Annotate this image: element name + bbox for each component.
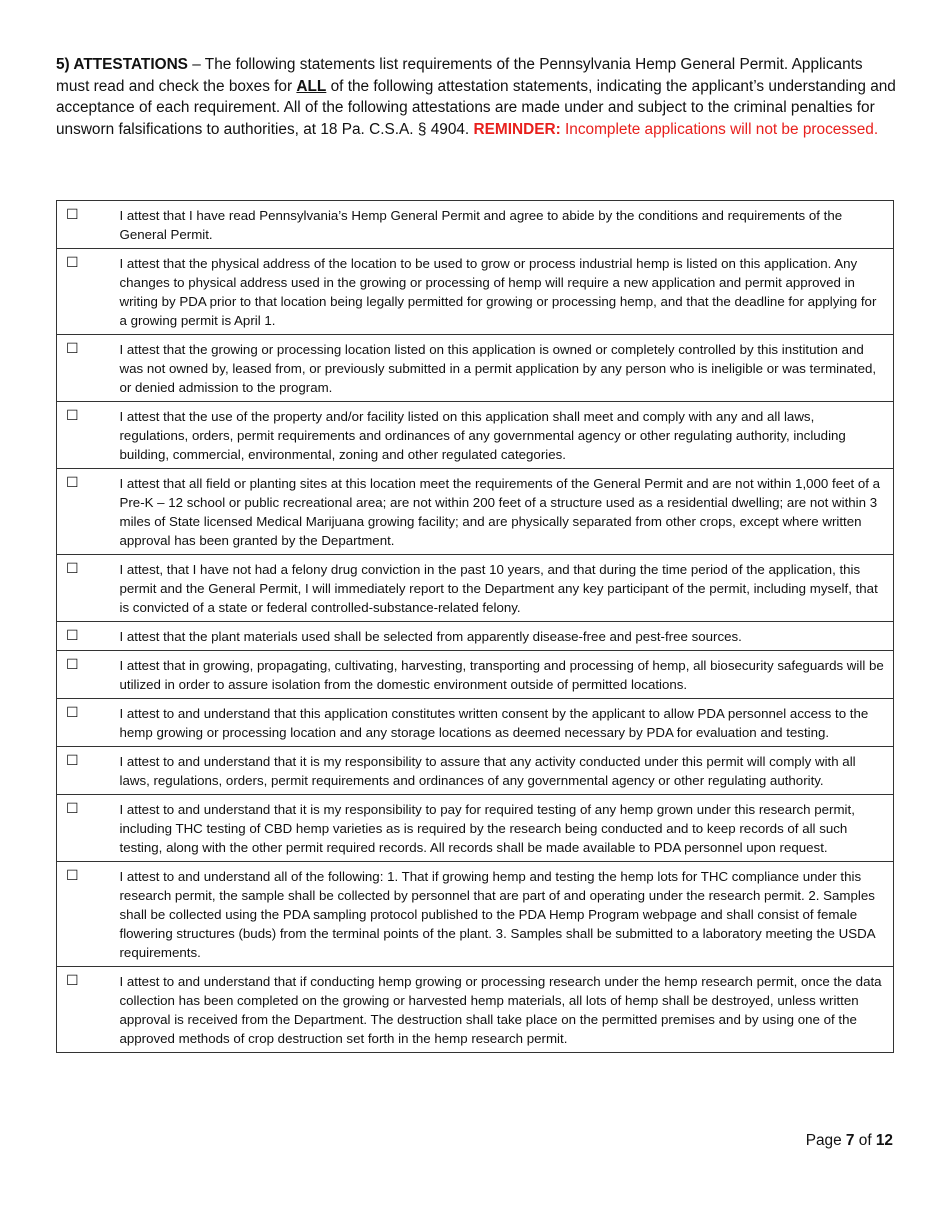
checkbox-cell — [57, 335, 119, 402]
attestation-row — [57, 335, 894, 402]
intro-text-1: – The following statements list requirements of the Pennsylvania Hemp General Permit. Applicants must read and check the boxes for — [56, 56, 863, 95]
attestation-row — [57, 469, 894, 555]
intro-text-2: of the following attestation statements, indicating the applicant’s understanding and acceptance of each requirement. All of the following attestations are made under and subject to the criminal penalties for unsworn falsifications to authorities, at 18 Pa. C.S.A. § 4904. — [56, 77, 896, 138]
attestation-table — [56, 200, 894, 1053]
attestation-text: I attest to and understand that if conducting hemp growing or processing research under the hemp research permit, once the data collection has been completed on the growing or harvested hemp materials, all lots of hemp shall be destroyed, unless written approval is received from the Department. The destruction shall take place on the permitted premises and by using one of the approved methods of crop destruction set forth in the hemp research permit. — [119, 967, 894, 1053]
checkbox-cell — [57, 862, 119, 967]
attestation-row — [57, 795, 894, 862]
attestation-row — [57, 699, 894, 747]
checkbox-cell — [57, 402, 119, 469]
checkbox-cell — [57, 747, 119, 795]
attestation-text: I attest to and understand all of the following: 1. That if growing hemp and testing the hemp lots for THC compliance under this research permit, the sample shall be collected by personnel that are part of and operating under the research permit. 2. Samples shall be collected using the PDA sampling protocol published to the PDA Hemp Program webpage and shall consist of female flowering structures (buds) from the terminal points of the plant. 3. Samples shall be submitted to a laboratory meeting the USDA requirements. — [119, 862, 894, 967]
attestation-row — [57, 967, 894, 1053]
checkbox-cell — [57, 249, 119, 335]
attestation-checkbox[interactable]: ☐ — [66, 801, 79, 817]
checkbox-cell — [57, 622, 119, 651]
current-page: 7 — [845, 1132, 855, 1149]
checkbox-cell — [57, 699, 119, 747]
attestation-text: I attest to and understand that it is my responsibility to assure that any activity conducted under this permit will comply with all laws, regulations, orders, permit requirements and ordinances of any governmental agency or other regulating authority. — [119, 747, 894, 795]
attestation-text: I attest that I have read Pennsylvania’s Hemp General Permit and agree to abide by the conditions and requirements of the General Permit. — [119, 201, 894, 249]
checkbox-cell — [57, 651, 119, 699]
attestation-text: I attest that all field or planting sites at this location meet the requirements of the General Permit and are not within 1,000 feet of a Pre-K – 12 school or public recreational area; are not within 200 feet of a structure used as a residential dwelling; are not within 3 miles of State licensed Medical Marijuana growing facility; and are physically separated from other crops, except where written approval has been granted by the Department. — [119, 469, 894, 555]
attestation-row — [57, 862, 894, 967]
attestation-text: I attest to and understand that it is my responsibility to pay for required testing of any hemp grown under this research permit, including THC testing of CBD hemp varieties as is required by the research being conducted and to keep records of all such testing, along with the other permit required records. All records shall be made available to PDA personnel upon request. — [119, 795, 894, 862]
attestation-checkbox[interactable]: ☐ — [66, 475, 79, 491]
attestation-checkbox[interactable]: ☐ — [66, 255, 79, 271]
attestation-row — [57, 402, 894, 469]
of-label: of — [854, 1132, 876, 1149]
page-number — [806, 1132, 893, 1150]
attestation-row — [57, 201, 894, 249]
attestation-checkbox[interactable]: ☐ — [66, 705, 79, 721]
attestation-checkbox[interactable]: ☐ — [66, 341, 79, 357]
attestation-checkbox[interactable]: ☐ — [66, 207, 79, 223]
checkbox-cell — [57, 469, 119, 555]
reminder-label: REMINDER: — [473, 120, 561, 138]
attestation-row — [57, 651, 894, 699]
reminder-text: Incomplete applications will not be processed. — [560, 120, 879, 138]
attestation-row — [57, 555, 894, 622]
section-heading: 5) ATTESTATIONS — [56, 56, 188, 73]
checkbox-cell — [57, 967, 119, 1053]
attestation-checkbox[interactable]: ☐ — [66, 628, 79, 644]
attestation-checkbox[interactable]: ☐ — [66, 868, 79, 884]
checkbox-cell — [57, 201, 119, 249]
checkbox-cell — [57, 795, 119, 862]
attestation-row — [57, 747, 894, 795]
attestation-text: I attest that the plant materials used shall be selected from apparently disease-free and pest-free sources. — [119, 622, 894, 651]
attestation-text: I attest, that I have not had a felony drug conviction in the past 10 years, and that during the time period of the application, this permit and the General Permit, I will immediately report to the Department any key participant of the permit, including myself, that is convicted of a state or federal controlled-substance-related felony. — [119, 555, 894, 622]
attestations-intro — [56, 54, 896, 140]
all-emphasis: ALL — [296, 77, 327, 95]
attestation-checkbox[interactable]: ☐ — [66, 408, 79, 424]
reminder — [474, 121, 879, 138]
attestation-checkbox[interactable]: ☐ — [66, 561, 79, 577]
attestation-text: I attest that the growing or processing location listed on this application is owned or completely controlled by this institution and was not owned by, leased from, or previously submitted in a permit application by any person who is ineligible or was terminated, or denied admission to the program. — [119, 335, 894, 402]
attestation-row — [57, 622, 894, 651]
attestation-text: I attest that the physical address of the location to be used to grow or process industrial hemp is listed on this application. Any changes to physical address used in the growing or processing of hemp will require a new application and permit approved in writing by PDA prior to that location being legally permitted for growing or processing hemp, and that the deadline for applying for a growing permit is April 1. — [119, 249, 894, 335]
attestation-checkbox[interactable]: ☐ — [66, 657, 79, 673]
attestation-text: I attest that in growing, propagating, cultivating, harvesting, transporting and processing of hemp, all biosecurity safeguards will be utilized in order to assure isolation from the domestic environment outside of permitted locations. — [119, 651, 894, 699]
attestation-text: I attest that the use of the property and/or facility listed on this application shall meet and comply with any and all laws, regulations, orders, permit requirements and ordinances of any governmental agency or other regulating authority, including building, commercial, environmental, zoning and other regulated categories. — [119, 402, 894, 469]
attestation-checkbox[interactable]: ☐ — [66, 753, 79, 769]
attestation-checkbox[interactable]: ☐ — [66, 973, 79, 989]
checkbox-cell — [57, 555, 119, 622]
total-pages: 12 — [875, 1132, 893, 1149]
attestation-row — [57, 249, 894, 335]
page-label: Page — [805, 1132, 846, 1149]
attestation-text: I attest to and understand that this application constitutes written consent by the applicant to allow PDA personnel access to the hemp growing or processing location and any storage locations as deemed necessary by PDA for evaluation and testing. — [119, 699, 894, 747]
